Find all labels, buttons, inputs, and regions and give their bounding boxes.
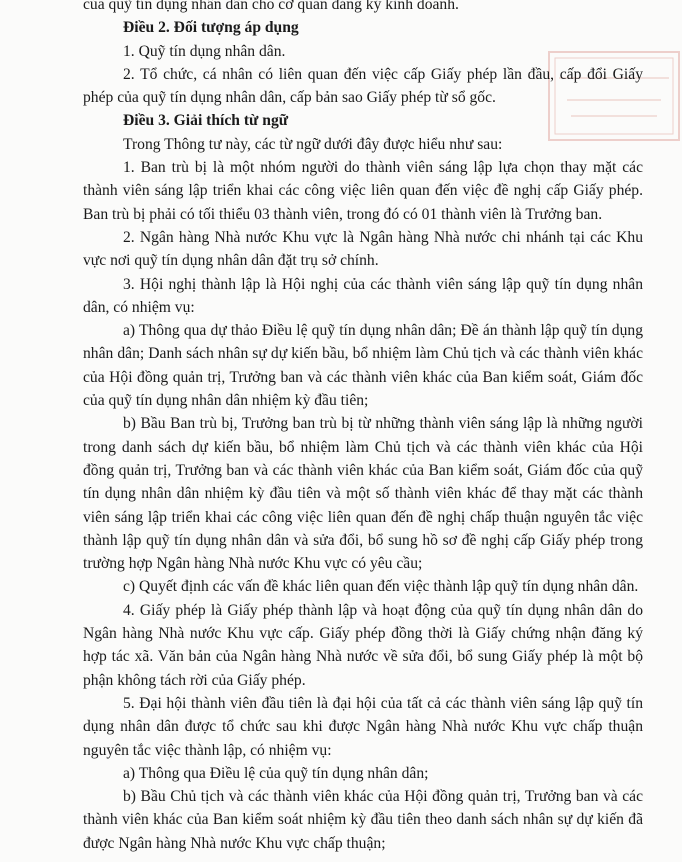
article-2-heading: Điều 2. Đối tượng áp dụng bbox=[123, 19, 299, 37]
article-3-clause-5b: b) Bầu Chủ tịch và các thành viên khác của Hội đồng quản trị, Trưởng ban và các thành viên khác của Ban kiểm soát nhiệm kỳ đầu tiên theo danh sách nhân sự dự kiến đã được Ngân hàng Nhà nước Khu vực chấp thuận; bbox=[83, 788, 643, 852]
article-3-clause-3b: b) Bầu Ban trù bị, Trưởng ban trù bị từ những thành viên sáng lập là những người trong danh sách dự kiến bầu, bổ nhiệm làm Chủ tịch và các thành viên khác của Hội đồng quản trị, Trưởng ban và các thành viên khác của Ban kiểm soát, Giám đốc của quỹ tín dụng nhân dân nhiệm kỳ đầu tiên và một số thành viên khác để thay mặt các thành viên sáng lập triển khai các công việc liên quan đến đề nghị chấp thuận nguyên tắc việc thành lập quỹ tín dụng nhân dân và sửa đổi, bổ sung hồ sơ đề nghị cấp Giấy phép trong trường hợp Ngân hàng Nhà nước Khu vực có yêu cầu; bbox=[83, 415, 643, 573]
document-body bbox=[83, 0, 643, 855]
article-3-clause-2: 2. Ngân hàng Nhà nước Khu vực là Ngân hàng Nhà nước chi nhánh tại các Khu vực nơi quỹ tín dụng nhân dân đặt trụ sở chính. bbox=[83, 228, 643, 270]
article-3-heading: Điều 3. Giải thích từ ngữ bbox=[123, 112, 289, 130]
article-2-clause-1: 1. Quỹ tín dụng nhân dân. bbox=[123, 42, 286, 60]
paragraph-continuation: của quỹ tín dụng nhân dân cho cơ quan đăng ký kinh doanh. bbox=[83, 0, 459, 13]
article-3-clause-5a: a) Thông qua Điều lệ của quỹ tín dụng nhân dân; bbox=[123, 764, 429, 782]
article-3-clause-3a: a) Thông qua dự thảo Điều lệ quỹ tín dụng nhân dân; Đề án thành lập quỹ tín dụng nhân dân; Danh sách nhân sự dự kiến bầu, bổ nhiệm làm Chủ tịch và các thành viên khác của Hội đồng quản trị, Trưởng ban và các thành viên khác của Ban kiểm soát, Giám đốc của quỹ tín dụng nhân dân nhiệm kỳ đầu tiên; bbox=[83, 322, 643, 410]
article-3-intro: Trong Thông tư này, các từ ngữ dưới đây được hiểu như sau: bbox=[123, 135, 503, 153]
article-3-clause-1: 1. Ban trù bị là một nhóm người do thành viên sáng lập lựa chọn thay mặt các thành viên sáng lập triển khai các công việc liên quan đến việc đề nghị cấp Giấy phép. Ban trù bị phải có tối thiểu 03 thành viên, trong đó có 01 thành viên là Trưởng ban. bbox=[83, 159, 643, 223]
article-3-clause-3: 3. Hội nghị thành lập là Hội nghị của các thành viên sáng lập quỹ tín dụng nhân dân, có nhiệm vụ: bbox=[83, 275, 643, 316]
article-3-clause-5: 5. Đại hội thành viên đầu tiên là đại hội của tất cả các thành viên sáng lập quỹ tín dụng nhân dân được tổ chức sau khi được Ngân hàng Nhà nước Khu vực chấp thuận nguyên tắc việc thành lập, có nhiệm vụ: bbox=[83, 694, 643, 759]
article-2-clause-2: 2. Tổ chức, cá nhân có liên quan đến việc cấp Giấy phép lần đầu, cấp đổi Giấy phép của quỹ tín dụng nhân dân, cấp bản sao Giấy phép từ sổ gốc. bbox=[83, 65, 643, 107]
article-3-clause-3c: c) Quyết định các vấn đề khác liên quan đến việc thành lập quỹ tín dụng nhân dân. bbox=[123, 578, 639, 596]
article-3-clause-4: 4. Giấy phép là Giấy phép thành lập và hoạt động của quỹ tín dụng nhân dân do Ngân hàng Nhà nước Khu vực cấp. Giấy phép đồng thời là Giấy chứng nhận đăng ký hợp tác xã. Văn bản của Ngân hàng Nhà nước về sửa đổi, bổ sung Giấy phép là một bộ phận không tách rời của Giấy phép. bbox=[83, 601, 643, 689]
